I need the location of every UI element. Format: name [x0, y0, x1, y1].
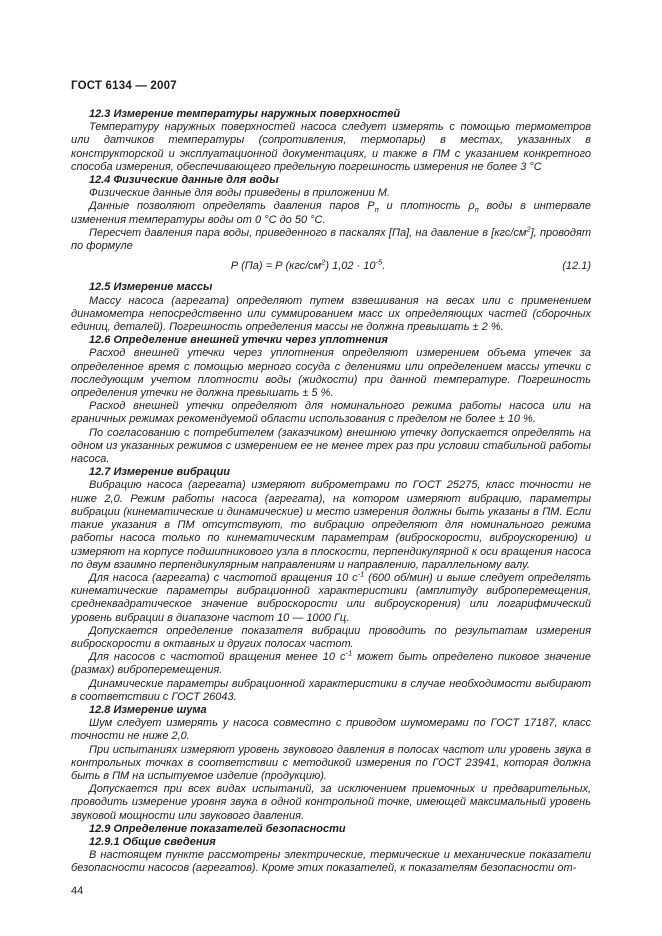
text-run: (600 об/мин) и выше следует определять кинематические параметры вибрационной характеристики (амплитуду виброперемещения, среднеквадратическое значение виброскорости или виброускорения) или логарифмический уровень вибрации в диапазоне частот 10 — 1000 Гц. [71, 571, 591, 624]
paragraph: Физические данные для воды приведены в приложении М. [89, 187, 391, 200]
text-sup: 2 [526, 224, 531, 234]
paragraph: Температуру наружных поверхностей насоса следует измерять с помощью термометров или датчиков температуры (сопротивления, термопары) в местах, указанных в конструкторской и эксплуатационной документациях, и также в ПМ с указанием конкретного способа измерения, обеспечивающего предельную погрешность измерения не более 3 °С [71, 121, 591, 173]
text-sub: п [474, 205, 479, 215]
text-run: ) 1,02 · 10 [325, 260, 376, 273]
section-heading: 12.9 Определение показателей безопасности [89, 822, 346, 835]
paragraph: В настоящем пункте рассмотрены электрические, термические и механические показатели безопасности насосов (агрегатов). Кроме этих показателей, к показателям безопасности от- [71, 849, 591, 875]
section-heading: 12.3 Измерение температуры наружных поверхностей [89, 108, 401, 120]
paragraph: Допускается при всех видах испытаний, за исключением приемочных и предварительных, проводить измерение уровня звука в одной контрольной точке, имеющей максимальный уровень звуковой мощности или звукового давления. [71, 783, 591, 822]
paragraph: При испытаниях измеряют уровень звукового давления в полосах частот или уровень звука в контрольных точках в соответствии с методикой измерения по ГОСТ 23941, которая должна быть в ПМ на испытуемое изделие (продукцию). [71, 743, 591, 782]
paragraph: Допускается определение показателя вибрации проводить по результатам измерения виброскорости в октавных и других полосах частот. [71, 624, 591, 650]
text-run: и плотность ρ [378, 200, 475, 213]
formula [71, 257, 591, 273]
text-sub: п [374, 205, 379, 215]
section-heading: 12.4 Физические данные для воды [89, 174, 279, 187]
section-heading: 12.6 Определение внешней утечки через уплотнения [89, 334, 388, 347]
paragraph: Расход внешней утечки через уплотнения определяют измерением объема утечек за определенное время с помощью мерного сосуда с делениями или определением массы утечки с последующим учетом плотности воды (жидкости) при данной температуре. Погрешность определения утечки не должна превышать ± 5 %. [71, 347, 591, 400]
text-run: Для насосов с частотой вращения менее 10 с [89, 651, 346, 664]
paragraph [71, 200, 591, 226]
paragraph: Шум следует измерять у насоса совместно с приводом шумомерами по ГОСТ 17187, класс точности не ниже 2,0. [71, 717, 591, 743]
text-sup: -5 [375, 257, 383, 267]
text-run: может быть определено пиковое значение (размах) виброперемещения. [71, 651, 591, 677]
paragraph: Динамические параметры вибрационной характеристики в случае необходимости выбирают в соответствии с ГОСТ 26043. [71, 677, 591, 703]
paragraph: Вибрацию насоса (агрегата) измеряют виброметрами по ГОСТ 25275, класс точности не ниже 2,0. Режим работы насоса (агрегата), на котором измеряют вибрацию, параметры вибрации (кинематические и динамические) и место измерения должны быть указаны в ПМ. Если такие указания в ПМ отсутствуют, то вибрацию определяют для номинального режима работы насоса только по кинематическим параметрам (виброскорости, виброускорению) и измеряют на корпусе подшипникового узла в плоскости, перпендикулярной к оси вращения насоса по двум взаимно перпендикулярным направлениям и направлению, параллельному валу. [71, 479, 591, 571]
text-run: Р (Па) = Р (кгс/см [230, 260, 322, 273]
paragraph: По согласованию с потребителем (заказчиком) внешнюю утечку допускается определять на одном из указанных режимов с измерением ее не менее трех раз при условии стабильной работы насоса. [71, 426, 591, 466]
formula-number: (12.1) [562, 260, 591, 273]
text-sup: -1 [345, 648, 353, 658]
section-heading: 12.8 Измерение шума [89, 703, 207, 716]
text-run: Для насоса (агрегата) с частотой вращения 10 с [89, 571, 358, 584]
paragraph [71, 224, 591, 253]
section-heading: 12.5 Измерение массы [89, 281, 213, 294]
text-run: . [382, 260, 386, 273]
text-run: Данные позволяют определять давления паров Р [89, 200, 375, 213]
text-run: воды в интервале изменения температуры воды от 0 °С до 50 °С. [71, 200, 591, 226]
paragraph: Массу насоса (агрегата) определяют путем взвешивания на весах или с применением динамометра непосредственно или суммированием масс их определяющих частей (сборочных единиц, деталей). Погрешность определения массы не должна превышать ± 2 %. [71, 294, 591, 334]
paragraph: Расход внешней утечки определяют для номинального режима работы насоса или на граничных режимах рекомендуемой области использования с пределом не более ± 10 %. [71, 400, 591, 426]
text-run: ], проводят по формуле [71, 226, 591, 253]
paragraph [71, 648, 591, 677]
paragraph [71, 569, 591, 625]
section-heading: 12.7 Измерение вибрации [89, 466, 231, 479]
text-sup: 2 [321, 257, 326, 267]
document-body [71, 108, 591, 876]
text-sup: -1 [357, 569, 365, 579]
document-code: ГОСТ 6134 — 2007 [71, 80, 177, 92]
text-run: Пересчет давления пара воды, приведенного в паскалях [Па], на давление в [кгс/см [89, 226, 527, 239]
formula-body [71, 257, 545, 273]
section-heading: 12.9.1 Общие сведения [89, 835, 216, 848]
page-number: 44 [71, 885, 84, 897]
